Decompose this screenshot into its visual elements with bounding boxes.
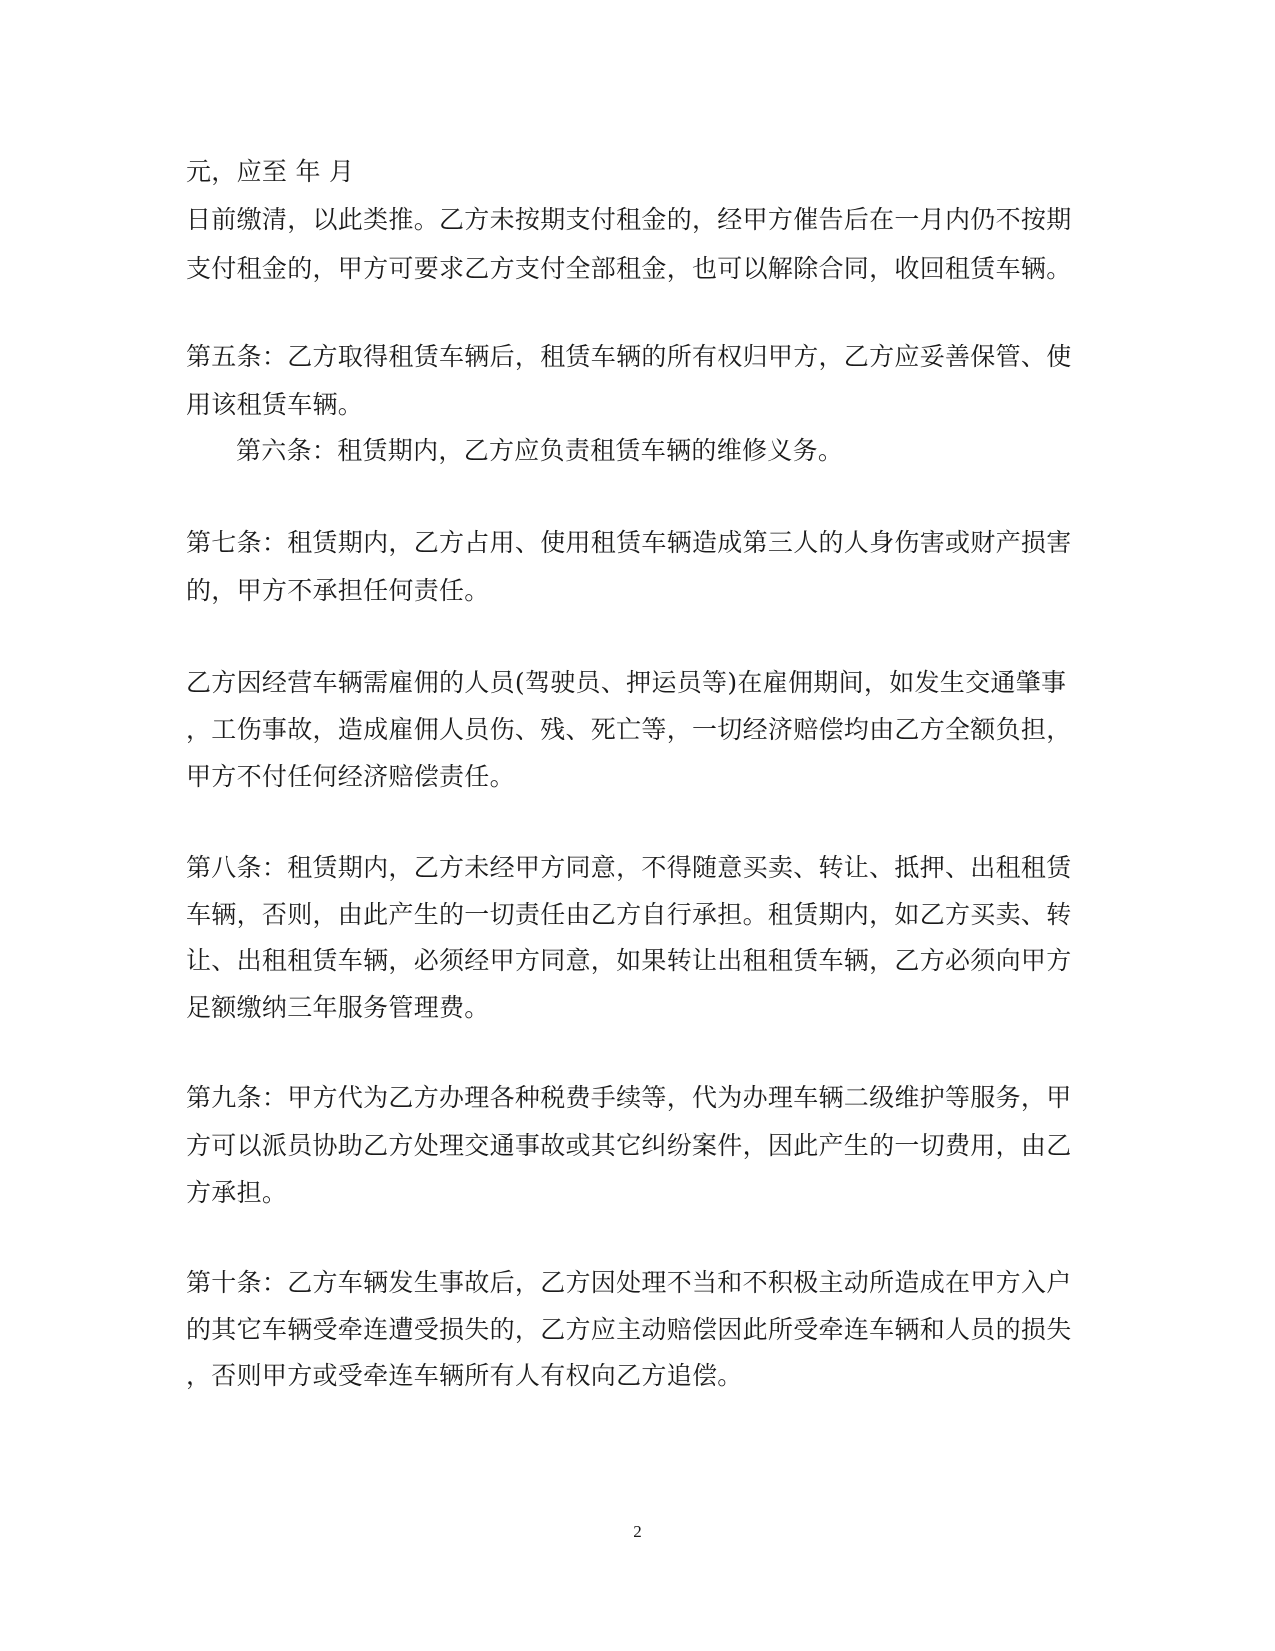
text-line: 的其它车辆受牵连遭受损失的，乙方应主动赔偿因此所受牵连车辆和人员的损失 bbox=[186, 1315, 1072, 1344]
text-line: 第七条：租赁期内，乙方占用、使用租赁车辆造成第三人的人身伤害或财产损害 bbox=[186, 528, 1072, 557]
text-line: 方承担。 bbox=[186, 1178, 288, 1207]
text-line: 甲方不付任何经济赔偿责任。 bbox=[186, 762, 515, 791]
text-line: 方可以派员协助乙方处理交通事故或其它纠纷案件，因此产生的一切费用，由乙 bbox=[186, 1131, 1072, 1160]
text-line: 第六条：租赁期内，乙方应负责租赁车辆的维修义务。 bbox=[236, 436, 844, 465]
text-line: 足额缴纳三年服务管理费。 bbox=[186, 993, 490, 1022]
text-line: 第八条：租赁期内，乙方未经甲方同意，不得随意买卖、转让、抵押、出租租赁 bbox=[186, 853, 1072, 882]
text-line: 用该租赁车辆。 bbox=[186, 390, 364, 419]
text-line: 支付租金的，甲方可要求乙方支付全部租金，也可以解除合同，收回租赁车辆。 bbox=[186, 254, 1072, 283]
page-number: 2 bbox=[633, 1522, 642, 1541]
text-line: ，否则甲方或受牵连车辆所有人有权向乙方追偿。 bbox=[186, 1361, 743, 1390]
text-line: 第五条：乙方取得租赁车辆后，租赁车辆的所有权归甲方，乙方应妥善保管、使 bbox=[186, 342, 1072, 371]
text-line: 车辆，否则，由此产生的一切责任由乙方自行承担。租赁期内，如乙方买卖、转 bbox=[186, 900, 1072, 929]
text-line: 日前缴清，以此类推。乙方未按期支付租金的，经甲方催告后在一月内仍不按期 bbox=[186, 205, 1072, 234]
text-line: 乙方因经营车辆需雇佣的人员(驾驶员、押运员等)在雇佣期间，如发生交通肇事 bbox=[186, 668, 1067, 697]
text-line: 的，甲方不承担任何责任。 bbox=[186, 576, 490, 605]
text-line: 让、出租租赁车辆，必须经甲方同意，如果转让出租租赁车辆，乙方必须向甲方 bbox=[186, 946, 1072, 975]
text-line: 第九条：甲方代为乙方办理各种税费手续等，代为办理车辆二级维护等服务，甲 bbox=[186, 1083, 1072, 1112]
text-line: 元，应至 年 月 bbox=[186, 157, 355, 186]
text-line: ，工伤事故，造成雇佣人员伤、残、死亡等，一切经济赔偿均由乙方全额负担， bbox=[186, 715, 1072, 744]
text-line: 第十条：乙方车辆发生事故后，乙方因处理不当和不积极主动所造成在甲方入户 bbox=[186, 1268, 1072, 1297]
